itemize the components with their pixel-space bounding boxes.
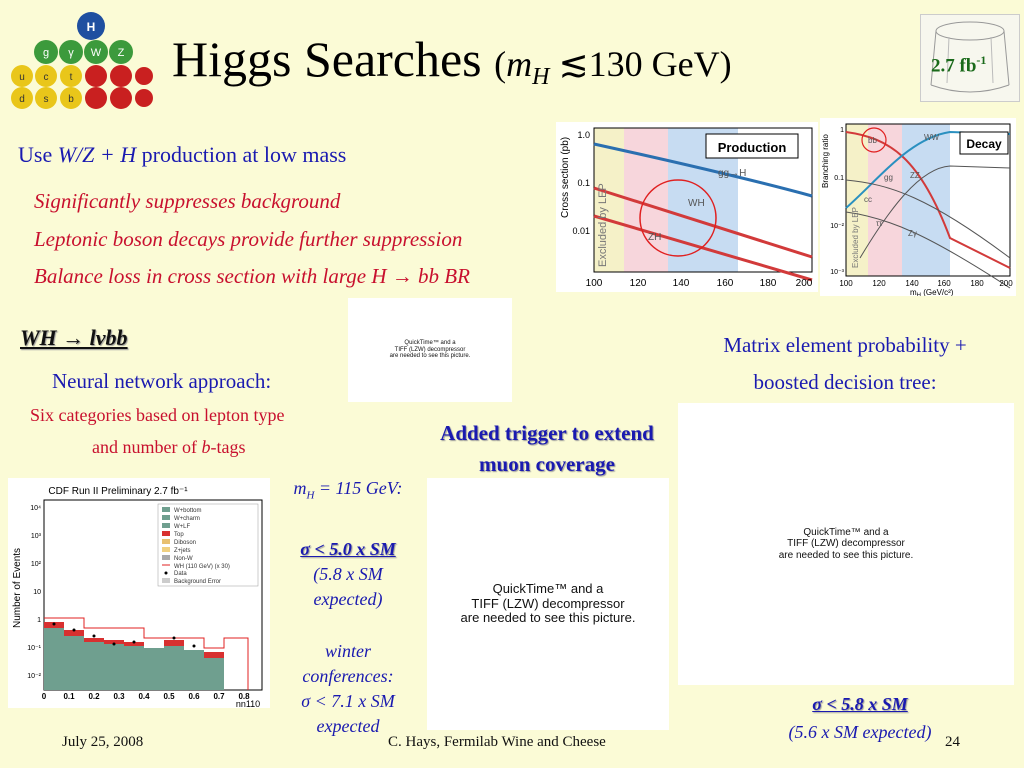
gg-h-label: gg→H (718, 168, 747, 179)
footer-date: July 25, 2008 (62, 734, 144, 750)
legend-label: Non-W (174, 556, 193, 562)
histogram-xtick: 0.5 (163, 692, 175, 701)
standard-model-logo (8, 8, 154, 110)
observed-limit: σ < 5.0 x SM (300, 538, 396, 559)
logo-c-label: c (43, 72, 49, 83)
winter-limit: σ < 7.1 x SM (301, 690, 395, 711)
nn-approach: Neural network approach: (52, 369, 272, 393)
logo-s-label: s (43, 94, 49, 105)
zh-label: ZH (648, 232, 662, 243)
mh-value: $m_H = 115$ GeV: (293, 478, 403, 502)
logo-d-label: d (19, 94, 25, 105)
observed-limit: σ < 5.8 x SM (812, 694, 908, 714)
production-xtick: 180 (759, 278, 777, 289)
wh-heading: WH → lνbb (20, 325, 128, 350)
histogram-xtick: 0.8 (238, 692, 250, 701)
histogram-ytick: 10² (30, 561, 41, 568)
matrix-element-note: Matrix element probability + boosted decision tree: (723, 333, 967, 394)
histogram-xtick: 0 (41, 692, 47, 701)
result-right (740, 690, 980, 746)
decay-xlabel: $m_H$ (GeV/c²) (910, 288, 954, 296)
logo-t-label: t (69, 72, 73, 83)
logo-g-label: g (42, 47, 50, 59)
title-main: Higgs Searches (172, 31, 482, 87)
bullet-list (34, 183, 470, 296)
title-mass-condition: ($m_H$ ≲130 GeV) (494, 44, 732, 91)
logo-w-label: W (90, 47, 102, 59)
logo-gamma-label: γ (68, 47, 74, 59)
winter-expected: expected (316, 715, 380, 736)
histogram-ytick: 10³ (30, 533, 41, 540)
histogram-ylabel: Number of Events (12, 547, 23, 628)
bullet-item: Balance loss in cross section with large H → bb BR (34, 264, 470, 288)
decay-label-ww: WW (924, 133, 940, 142)
production-xtick: 120 (629, 278, 647, 289)
production-xtick: 140 (672, 278, 690, 289)
histogram-xtick: 0.6 (188, 692, 200, 701)
decay-xtick: 140 (905, 279, 919, 288)
decay-ytick: 1 (840, 127, 844, 134)
decay-label-gg: gg (884, 173, 893, 182)
expected-limit: (5.8 x SM (313, 563, 383, 584)
decay-plot-title: Decay (966, 137, 1002, 151)
bullet-item: Significantly suppresses background (34, 189, 341, 213)
decay-xtick: 180 (970, 279, 984, 288)
production-ytick: 0.01 (572, 226, 590, 236)
production-ylabel: Cross section (pb) (560, 136, 571, 218)
logo-u-label: u (19, 72, 25, 83)
lep-excluded-label: Excluded by LEP (851, 207, 860, 268)
page-number: 24 (945, 734, 960, 750)
histogram-ytick: 10 (33, 589, 41, 596)
trigger-note: Added trigger to extend muon coverage (440, 421, 654, 476)
histogram-ytick: 10⁴ (30, 505, 41, 512)
footer-author: C. Hays, Fermilab Wine and Cheese (388, 734, 606, 750)
lep-excluded-label: Excluded by LEP (597, 183, 609, 267)
production-ytick: 1.0 (577, 130, 590, 140)
production-xtick: 160 (716, 278, 734, 289)
histogram-xtick: 0.2 (88, 692, 100, 701)
decay-ytick: 10⁻² (830, 223, 844, 230)
logo-z-label: Z (117, 47, 125, 59)
histogram-xtick: 0.3 (113, 692, 125, 701)
intro-line: Use W/Z + H production at low mass (18, 142, 347, 167)
production-plot-title: Production (717, 140, 787, 155)
production-xtick: 100 (585, 278, 603, 289)
histogram-ytick: 1 (37, 617, 41, 624)
histogram-xtick: 0.1 (63, 692, 75, 701)
nn-output-histogram (8, 478, 270, 708)
histogram-title: CDF Run II Preliminary 2.7 fb⁻¹ (48, 486, 188, 497)
decay-xtick: 200 (999, 279, 1013, 288)
logo-b-label: b (68, 94, 74, 105)
histogram-ytick: 10⁻¹ (27, 645, 41, 652)
result-left (268, 476, 428, 739)
histogram-ytick: 10⁻² (27, 673, 41, 680)
quicktime-placeholder-small: QuickTime™ and a TIFF (LZW) decompressor are needed to see this picture. (348, 298, 512, 402)
lumi-value: 2.7 $fb^{-1}$ (931, 53, 987, 77)
legend-label: W+LF (174, 524, 191, 530)
histogram-xtick: 0.4 (138, 692, 150, 701)
page-title (172, 30, 732, 91)
decay-ytick: 0.1 (834, 175, 844, 182)
decay-xtick: 120 (872, 279, 886, 288)
decay-xtick: 100 (839, 279, 853, 288)
decay-ytick: 10⁻³ (830, 269, 844, 276)
decay-label-cc: cc (864, 195, 872, 204)
blue-band (902, 124, 950, 276)
decay-label-bb: bb (868, 136, 877, 145)
quicktime-placeholder-right: QuickTime™ and a TIFF (LZW) decompressor are needed to see this picture. (678, 403, 1014, 685)
decay-label-zz: ZZ (910, 171, 920, 180)
legend-label: W+charm (174, 516, 200, 522)
legend-label: Z+jets (174, 548, 191, 554)
decay-plot (820, 118, 1016, 296)
legend-label: Background Error (174, 579, 222, 585)
logo-higgs-label: H (86, 20, 96, 34)
decay-label-tautau: ττ (876, 219, 883, 228)
decay-ylabel: Branching ratio (821, 134, 830, 188)
production-ytick: 0.1 (577, 178, 590, 188)
production-xtick: 200 (795, 278, 813, 289)
expected-limit: (5.6 x SM expected) (788, 722, 932, 742)
legend-label: Diboson (174, 540, 197, 546)
histogram-xlabel: nn110 (235, 699, 261, 708)
legend-label: WH (110 GeV) (x 30) (174, 564, 230, 570)
categories-line1: Six categories based on lepton type (30, 405, 285, 425)
quicktime-placeholder-middle: QuickTime™ and a TIFF (LZW) decompressor are needed to see this picture. (427, 478, 669, 730)
lumi-badge (920, 14, 1020, 102)
bullet-item: Leptonic boson decays provide further suppression (34, 226, 463, 251)
decay-xtick: 160 (937, 279, 951, 288)
legend-label: Data (174, 571, 187, 577)
decay-label-zgamma: Zγ (908, 229, 917, 238)
winter-label: winter (324, 640, 371, 661)
pink-band (868, 124, 902, 276)
histogram-xtick: 0.7 (213, 692, 225, 701)
wh-label: WH (688, 198, 705, 209)
winter-label-cont: conferences: (302, 665, 394, 686)
legend-label: W+bottom (174, 508, 202, 514)
legend-label: Top (174, 532, 184, 538)
expected-limit-cont: expected) (313, 588, 383, 609)
categories-line2: and number of b-tags (92, 437, 246, 457)
production-plot (556, 122, 818, 292)
